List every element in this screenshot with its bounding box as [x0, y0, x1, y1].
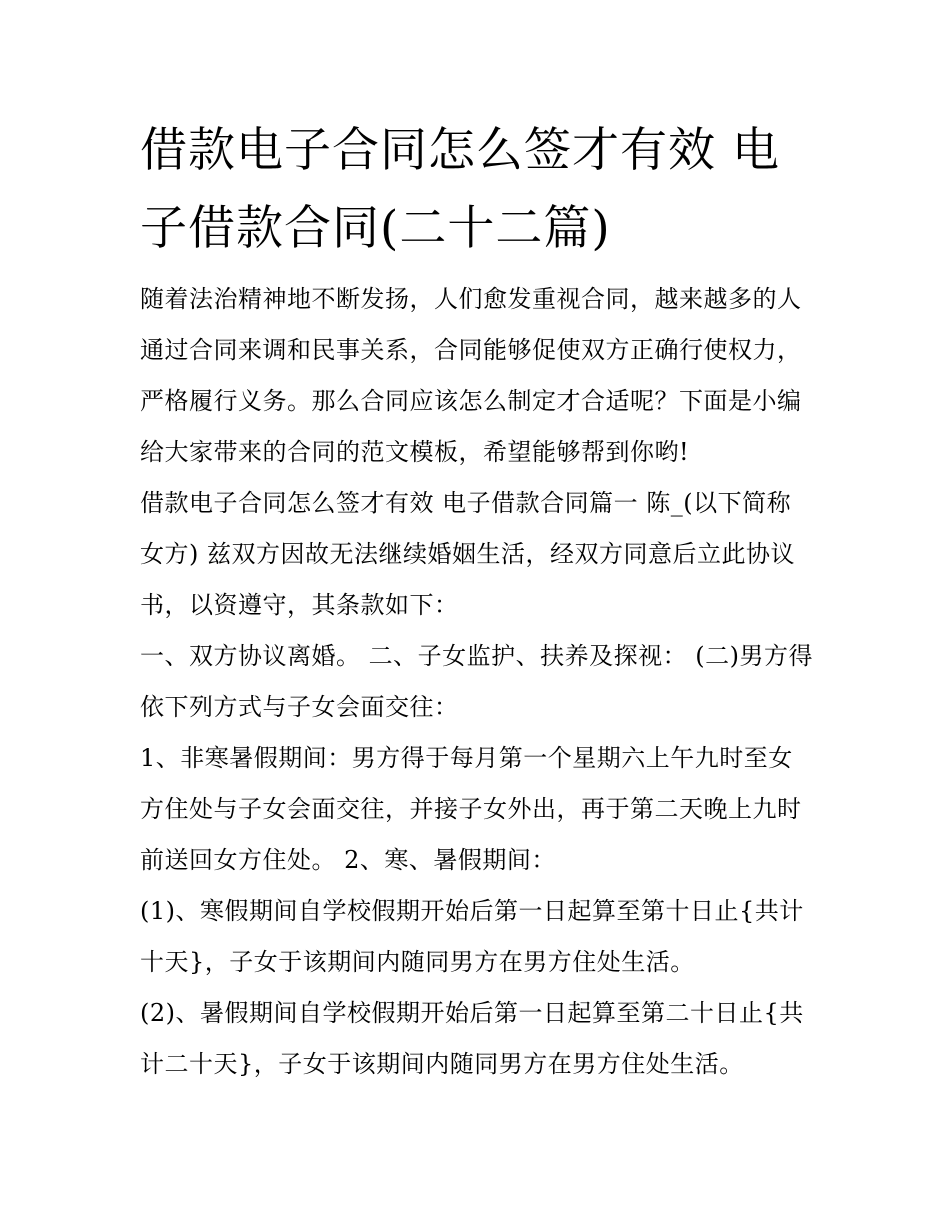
paragraph-divorce-terms: 一、双方协议离婚。 二、子女监护、扶养及探视： (二)男方得依下列方式与子女会面交往：: [140, 642, 813, 721]
paragraph-intro: 随着法治精神地不断发扬，人们愈发重视合同，越来越多的人通过合同来调和民事关系，合同能够促使双方正确行使权力，严格履行义务。那么合同应该怎么制定才合适呢？下面是小编给大家带来的合同的范文模板，希望能够帮到你哟!: [140, 285, 802, 466]
document-body: [140, 274, 815, 1090]
paragraph-visitation-weekend: 1、非寒暑假期间：男方得于每月第一个星期六上午九时至女方住处与子女会面交往，并接子女外出，再于第二天晚上九时前送回女方住处。 2、寒、暑假期间：: [140, 744, 802, 874]
document-title: 借款电子合同怎么签才有效 电子借款合同(二十二篇): [140, 123, 780, 256]
paragraph-contract-opening: 借款电子合同怎么签才有效 电子借款合同篇一 陈_(以下简称女方) 兹双方因故无法继续婚姻生活，经双方同意后立此协议书，以资遵守，其条款如下：: [140, 489, 795, 619]
paragraph-winter-vacation: (1)、寒假期间自学校假期开始后第一日起算至第十日止{共计十天}，子女于该期间内随同男方在男方住处生活。: [140, 897, 804, 976]
paragraph-summer-vacation: (2)、暑假期间自学校假期开始后第一日起算至第二十日止{共计二十天}，子女于该期间内随同男方在男方住处生活。: [140, 999, 804, 1078]
